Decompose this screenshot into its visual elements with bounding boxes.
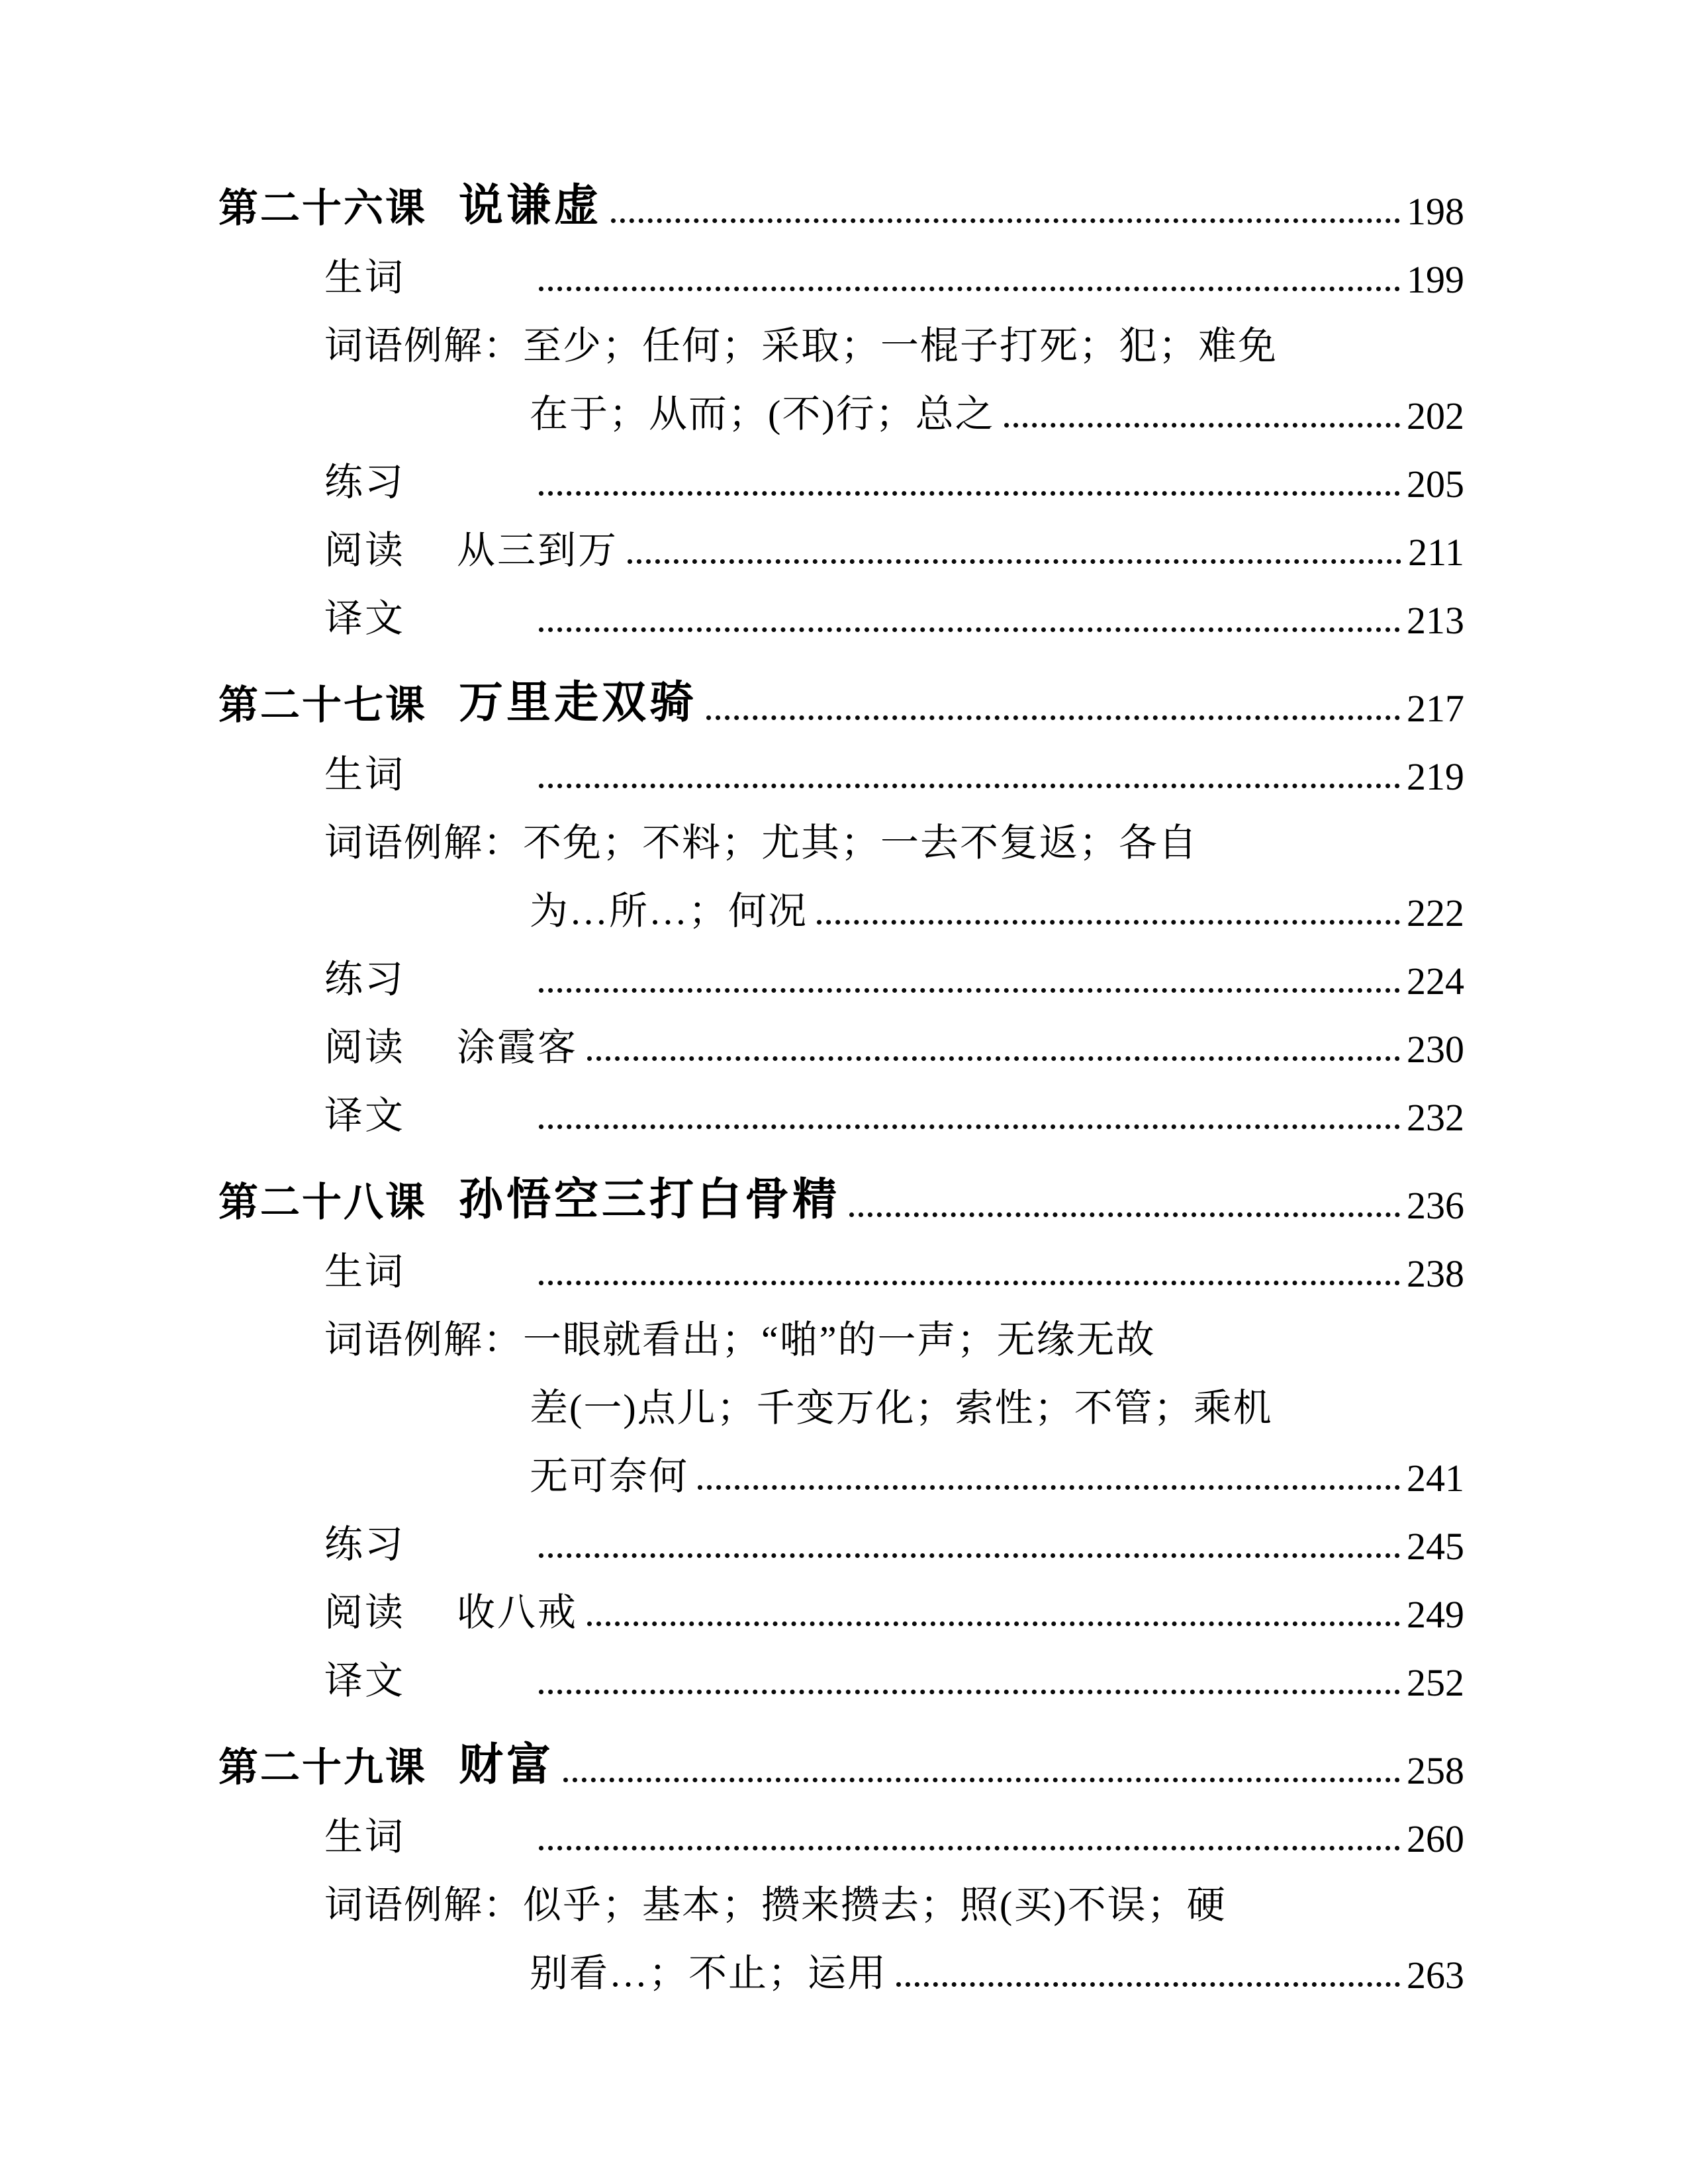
dot-leader	[611, 218, 1400, 223]
entry-label: 阅读	[324, 1591, 406, 1634]
reading-title: 从三到万	[457, 529, 619, 572]
lesson-section	[218, 1160, 1464, 1705]
words-text: 似乎；基本；攒来攒去；照(买)不误；硬	[523, 1884, 1227, 1927]
entry-label: 译文	[324, 1094, 406, 1137]
toc-row	[218, 1637, 1464, 1705]
lesson-section	[218, 662, 1464, 1140]
lesson-heading-row	[218, 1160, 1464, 1228]
entry-label: 生词	[324, 753, 406, 796]
words-text: 不免；不料；尤其；一去不复返；各自	[523, 821, 1199, 864]
reading-title: 涂霞客	[457, 1026, 579, 1069]
toc-row	[218, 935, 1464, 1003]
page-number: 202	[1407, 394, 1464, 437]
entry-label: 阅读	[324, 1026, 406, 1069]
page-number: 238	[1407, 1252, 1464, 1295]
toc-row	[218, 1861, 1464, 1929]
toc-row	[218, 1569, 1464, 1637]
words-text: 至少；任何；采取；一棍子打死；犯；难免	[523, 324, 1278, 367]
page-number: 224	[1407, 960, 1464, 1003]
words-text: 差(一)点儿；千变万化；索性；不管；乘机	[530, 1387, 1273, 1430]
toc-row	[218, 1003, 1464, 1071]
dot-leader	[698, 1485, 1400, 1490]
entry-label: 译文	[324, 597, 406, 640]
lesson-heading-row	[218, 165, 1464, 234]
toc-row	[218, 506, 1464, 574]
lesson-heading-row	[218, 1725, 1464, 1793]
toc-row	[218, 1500, 1464, 1569]
toc-row	[218, 1793, 1464, 1861]
entry-label: 练习	[324, 461, 406, 504]
dot-leader	[539, 287, 1400, 291]
words-text: 为…所…；何况	[530, 889, 808, 933]
words-text: 别看…；不止；运用	[530, 1952, 888, 1995]
dot-leader	[706, 715, 1400, 720]
toc-row	[218, 370, 1464, 438]
lesson-title: 万里走双骑	[459, 678, 697, 727]
dot-leader	[849, 1212, 1400, 1217]
dot-leader	[896, 1982, 1400, 1987]
entry-label: 练习	[324, 1523, 406, 1566]
dot-leader	[539, 988, 1400, 993]
lesson-number: 第二十九课	[218, 1746, 427, 1790]
entry-label: 译文	[324, 1659, 406, 1702]
dot-leader	[587, 1621, 1400, 1626]
toc-row	[218, 438, 1464, 506]
dot-leader	[539, 1124, 1400, 1129]
toc-row	[218, 234, 1464, 302]
lesson-number: 第二十八课	[218, 1181, 427, 1224]
entry-label: 生词	[324, 1250, 406, 1293]
words-text: 无可奈何	[530, 1455, 689, 1498]
page-number: 232	[1407, 1096, 1464, 1139]
words-label: 词语例解：	[324, 1884, 524, 1927]
page-number: 241	[1407, 1457, 1464, 1500]
toc-row	[218, 1228, 1464, 1296]
toc-row	[218, 574, 1464, 643]
entry-label: 生词	[324, 256, 406, 299]
toc-row	[218, 1432, 1464, 1500]
page-number: 222	[1407, 891, 1464, 934]
dot-leader	[628, 559, 1401, 564]
dot-leader	[587, 1056, 1400, 1061]
dot-leader	[539, 1846, 1400, 1850]
lesson-section	[218, 165, 1464, 643]
entry-label: 阅读	[324, 529, 406, 572]
toc-row	[218, 867, 1464, 935]
dot-leader	[539, 1281, 1400, 1285]
toc-row	[218, 1364, 1464, 1432]
page-number: 199	[1407, 258, 1464, 301]
words-text: 在于；从而；(不)行；总之	[530, 392, 995, 435]
toc-row	[218, 1296, 1464, 1364]
page-number: 236	[1407, 1184, 1464, 1227]
toc-row	[218, 1071, 1464, 1140]
toc-row	[218, 731, 1464, 799]
page-number: 258	[1407, 1749, 1464, 1792]
words-label: 词语例解：	[324, 821, 524, 864]
dot-leader	[817, 920, 1400, 925]
lesson-number: 第二十六课	[218, 187, 427, 230]
reading-title: 收八戒	[457, 1591, 579, 1634]
lesson-title: 说谦虚	[459, 181, 602, 230]
lesson-title: 孙悟空三打白骨精	[459, 1175, 840, 1224]
words-text: 一眼就看出；“啪”的一声；无缘无故	[523, 1318, 1156, 1361]
page-number: 249	[1407, 1593, 1464, 1636]
page-number: 198	[1407, 190, 1464, 233]
page-number: 263	[1407, 1954, 1464, 1997]
lesson-number: 第二十七课	[218, 684, 427, 727]
page-number: 252	[1407, 1661, 1464, 1704]
lesson-title: 财富	[459, 1741, 554, 1790]
dot-leader	[539, 784, 1400, 788]
page-number: 211	[1408, 531, 1464, 574]
toc-row	[218, 302, 1464, 370]
lesson-heading-row	[218, 662, 1464, 731]
page-number: 217	[1407, 687, 1464, 730]
page-number: 230	[1407, 1028, 1464, 1071]
words-label: 词语例解：	[324, 1318, 524, 1361]
entry-label: 练习	[324, 958, 406, 1001]
dot-leader	[539, 491, 1400, 496]
page-number: 205	[1407, 463, 1464, 506]
words-label: 词语例解：	[324, 324, 524, 367]
dot-leader	[539, 627, 1400, 632]
dot-leader	[539, 1690, 1400, 1694]
page-number: 260	[1407, 1817, 1464, 1860]
page-number: 245	[1407, 1525, 1464, 1568]
toc-row	[218, 1929, 1464, 1997]
dot-leader	[539, 1553, 1400, 1558]
dot-leader	[1004, 423, 1400, 428]
toc-row	[218, 799, 1464, 867]
dot-leader	[563, 1778, 1400, 1782]
page-number: 219	[1407, 755, 1464, 798]
entry-label: 生词	[324, 1815, 406, 1858]
lesson-section	[218, 1725, 1464, 1997]
page-number: 213	[1407, 599, 1464, 642]
